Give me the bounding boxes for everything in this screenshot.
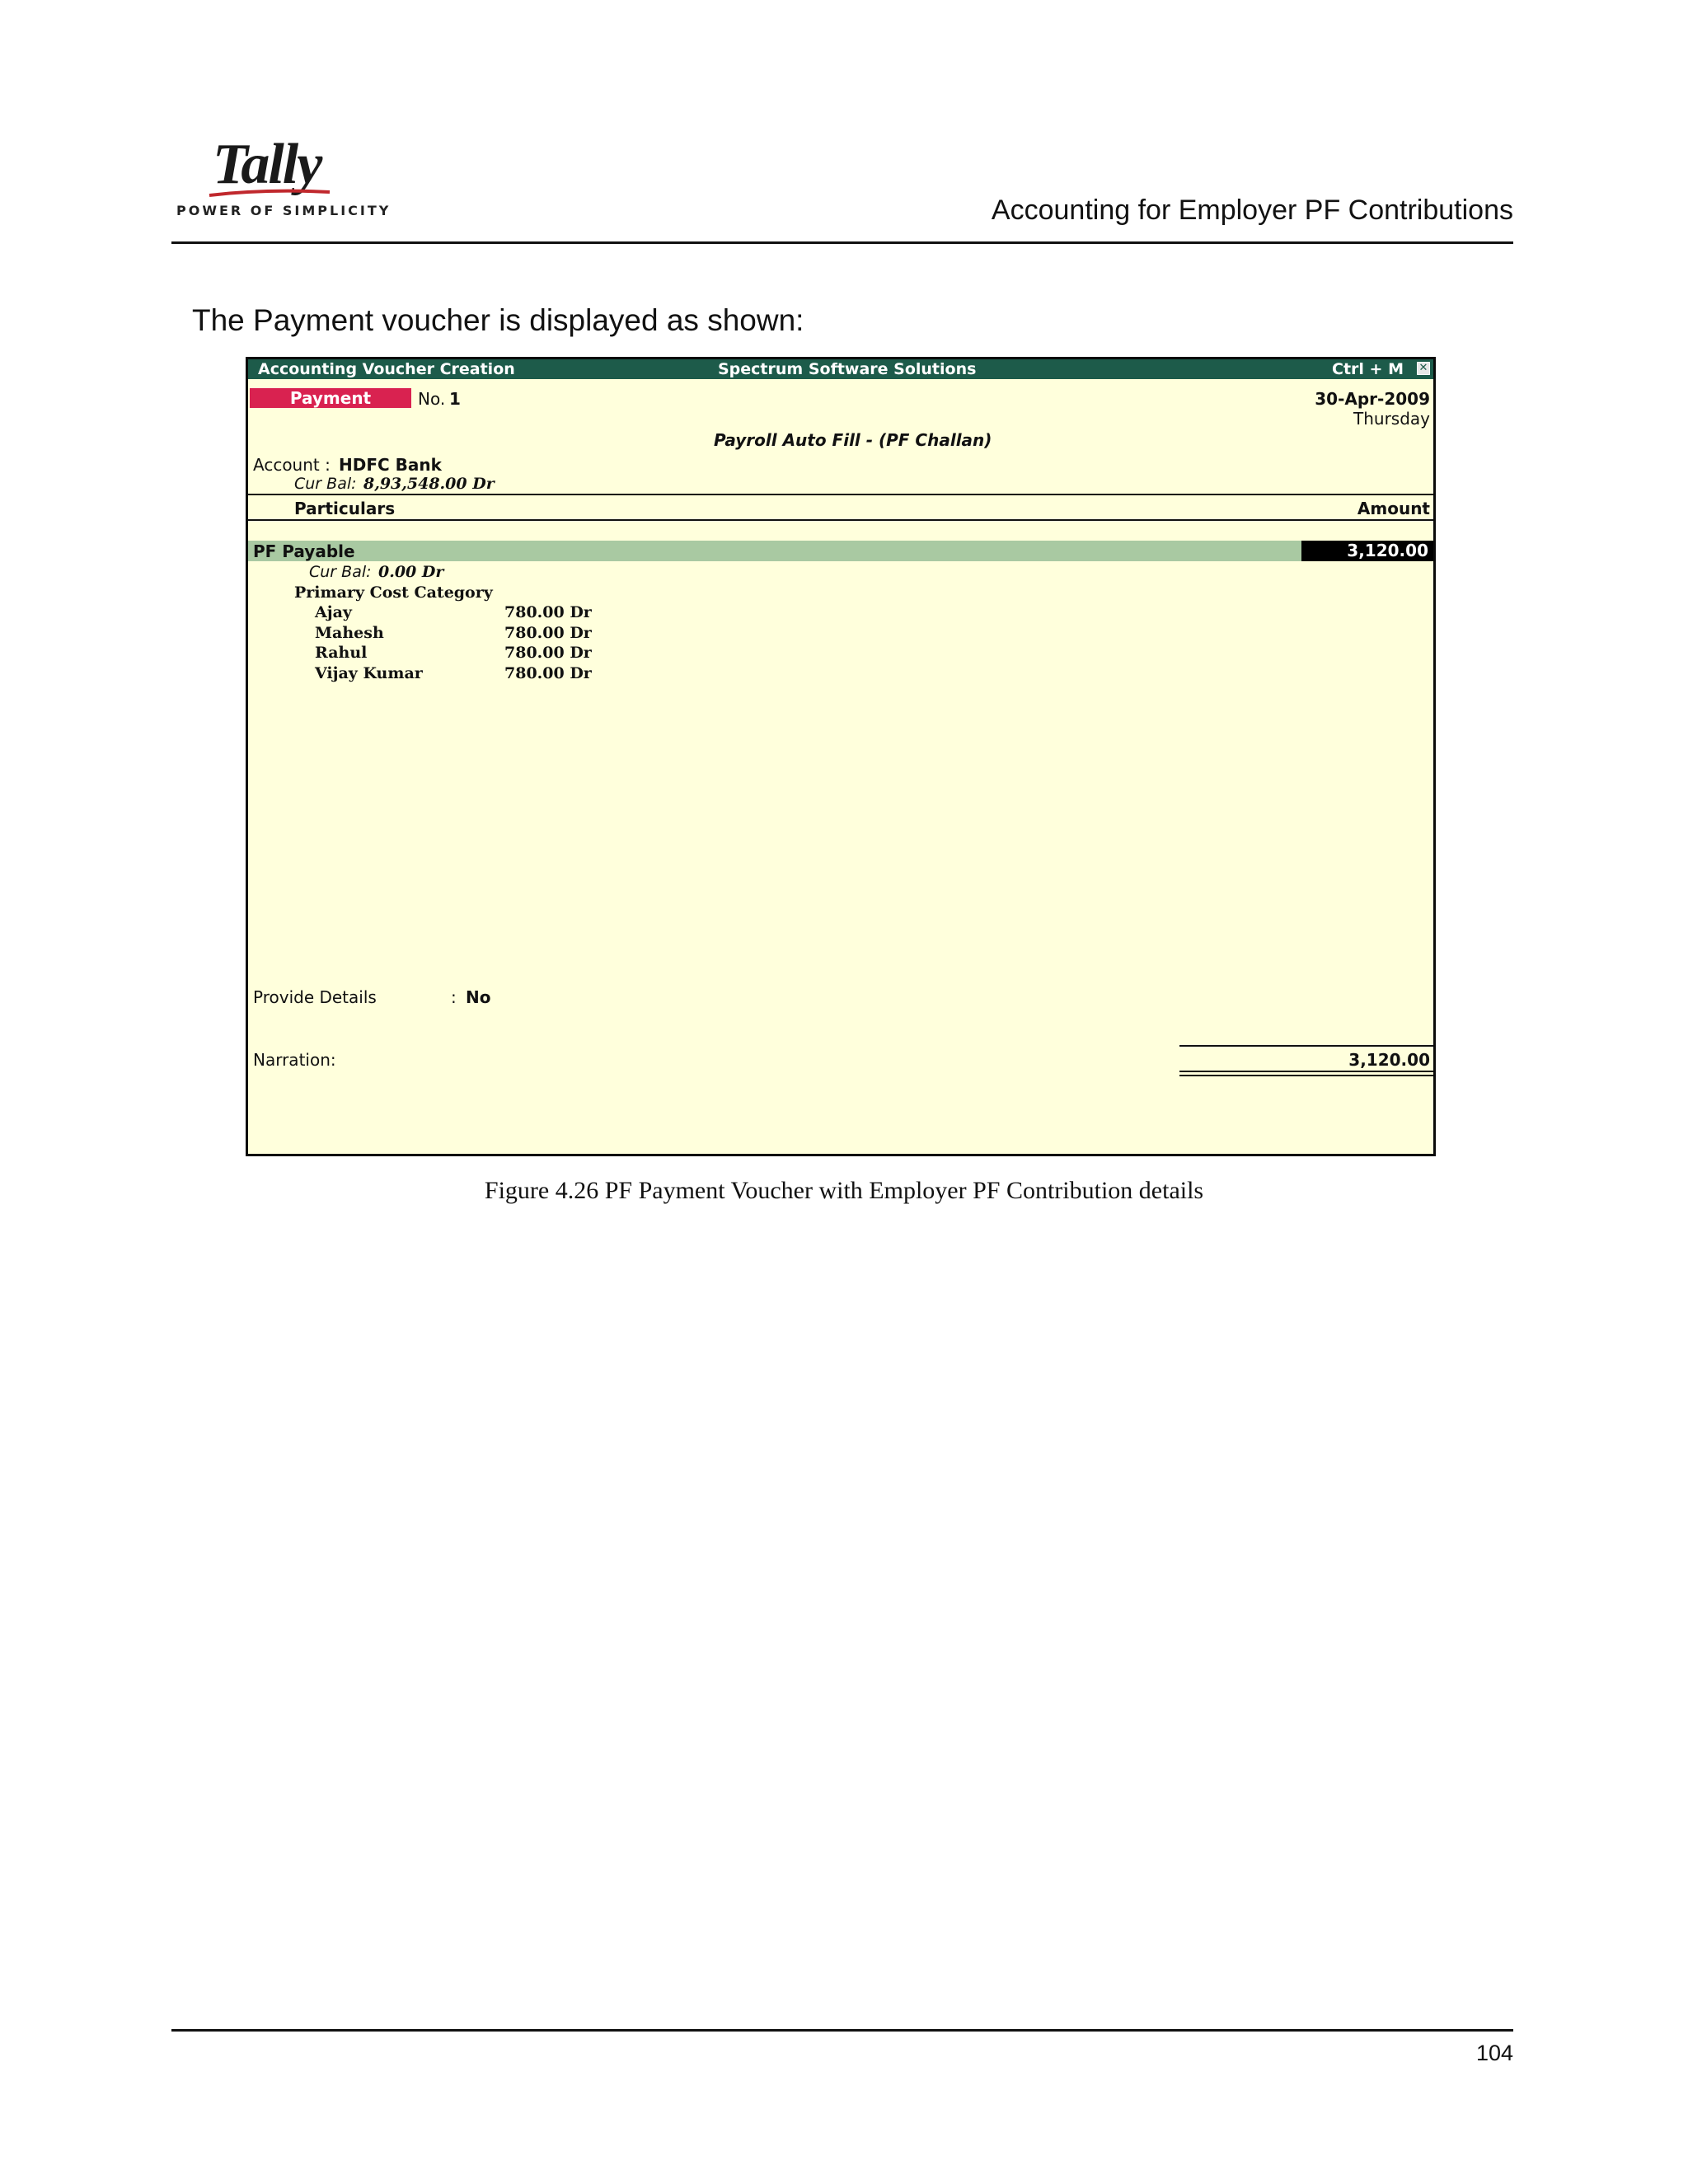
intro-text: The Payment voucher is displayed as shown: [192, 303, 804, 337]
provide-details-colon: : [451, 987, 457, 1007]
header-rule [171, 241, 1513, 244]
ledger-name[interactable]: PF Payable [253, 541, 355, 561]
page-number: 104 [1475, 2041, 1513, 2065]
ledger-row-selected[interactable] [248, 541, 1433, 561]
total-top-rule [1179, 1045, 1433, 1047]
logo-tagline: POWER OF SIMPLICITY [176, 203, 392, 218]
total-double-rule [1179, 1075, 1433, 1076]
footer-rule [171, 2029, 1513, 2032]
company-name: Spectrum Software Solutions [718, 360, 977, 378]
table-header-rule [248, 519, 1433, 521]
particulars-header: Particulars [294, 499, 396, 518]
voucher-type-badge[interactable]: Payment [250, 388, 411, 408]
provide-details-label: Provide Details [253, 987, 377, 1007]
account-label: Account : [253, 455, 331, 475]
logo-swoosh-icon [208, 188, 331, 198]
logo-wordmark: Tally [213, 133, 321, 196]
provide-details-field[interactable]: No [466, 987, 491, 1007]
employee-name[interactable]: Mahesh [315, 624, 384, 642]
account-cur-bal-value: 8,93,548.00 Dr [363, 475, 495, 493]
employee-amount[interactable]: 780.00 Dr [504, 664, 592, 682]
close-icon[interactable]: ✕ [1417, 362, 1430, 375]
tally-logo [171, 132, 392, 223]
voucher-total: 3,120.00 [1348, 1050, 1430, 1070]
voucher-no-value[interactable]: 1 [449, 389, 461, 409]
account-cur-bal-label: Cur Bal: [294, 475, 357, 493]
autofill-title: Payroll Auto Fill - (PF Challan) [714, 430, 992, 450]
total-double-rule [1179, 1071, 1433, 1072]
employee-amount[interactable]: 780.00 Dr [504, 644, 592, 662]
window-titlebar [248, 359, 1433, 379]
voucher-window [246, 357, 1436, 1156]
account-field[interactable]: HDFC Bank [339, 455, 442, 475]
employee-name[interactable]: Vijay Kumar [315, 664, 423, 682]
cost-category-label: Primary Cost Category [294, 583, 493, 602]
voucher-no-label: No. [418, 389, 446, 409]
shortcut-hint: Ctrl + M [1332, 360, 1404, 378]
ledger-cur-bal-value: 0.00 Dr [378, 563, 444, 581]
employee-amount[interactable]: 780.00 Dr [504, 603, 592, 621]
amount-header: Amount [1357, 499, 1430, 518]
employee-name[interactable]: Rahul [315, 644, 368, 662]
figure-caption: Figure 4.26 PF Payment Voucher with Employer PF Contribution details [484, 1177, 1204, 1204]
table-top-rule [248, 494, 1433, 495]
page-header-title: Accounting for Employer PF Contributions [991, 194, 1513, 226]
ledger-amount-field[interactable]: 3,120.00 [1301, 541, 1433, 561]
window-title: Accounting Voucher Creation [258, 360, 515, 378]
voucher-date[interactable]: 30-Apr-2009 [1315, 389, 1430, 409]
voucher-day: Thursday [1353, 409, 1430, 429]
narration-label: Narration: [253, 1050, 336, 1070]
employee-amount[interactable]: 780.00 Dr [504, 624, 592, 642]
employee-name[interactable]: Ajay [315, 603, 352, 621]
ledger-cur-bal-label: Cur Bal: [309, 563, 372, 581]
